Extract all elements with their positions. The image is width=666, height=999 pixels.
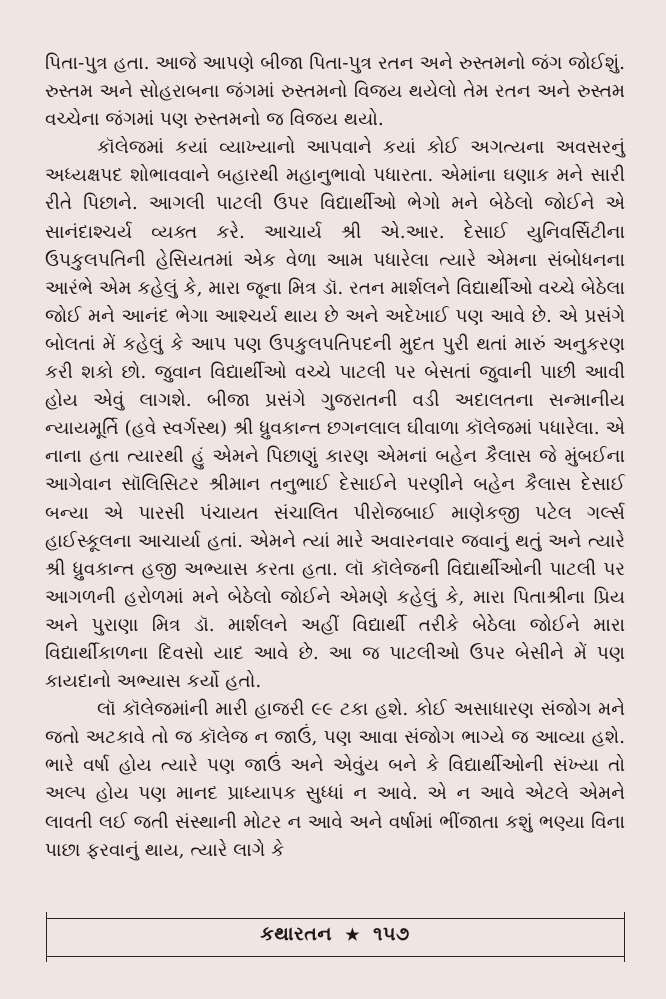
footer-right-rule [624,912,625,962]
paragraph-3: લૉ કૉલેજમાંની મારી હાજરી ૯૯ ટકા હશે. કોઈ અસાધારણ સંજોગ મને જતો અટકાવે તો જ કૉલેજ ન જાઉં, પણ આવા સંજોગ ભાગ્યે જ આવ્યા હશે. ભારે વર્ષા હોય ત્યારે પણ જાઉં અને એવુંય બને કે વિદ્યાર્થીઓની સંખ્યા તો અલ્પ હોય પણ માનદ પ્રાધ્યાપક સુધ્ધાં ન આવે. એ ન આવે એટલે એમને લાવતી લઈ જતી સંસ્થાની મોટર ન આવે અને વર્ષામાં ભીંજાતા કશું ભણ્યા વિના પાછા ફરવાનું થાય, ત્યારે લાગે કે [45,699,625,861]
book-title: કથારતન [260,923,333,945]
footer-bottom-rule [46,956,624,957]
paragraph-1: પિતા-પુત્ર હતા. આજે આપણે બીજા પિતા-પુત્ર રતન અને રુસ્તમનો જંગ જોઈશું. રુસ્તમ અને સોહરાબના જંગમાં રુસ્તમનો વિજય થયેલો તેમ રતન અને રુસ્તમ વચ્ચેના જંગમાં પણ રુસ્તમનો જ વિજય થયો. [45,53,625,131]
page-number: ૧૫૭ [373,923,410,945]
body-text [45,50,625,865]
star-icon: ★ [345,925,361,944]
footer-top-rule [46,918,624,919]
paragraph-2: કૉલેજમાં કયાં વ્યાખ્યાનો આપવાને કયાં કોઈ અગત્યના અવસરનું અધ્યક્ષપદ શોભાવવાને બહારથી મહાનુભાવો પધારતા. એમાંના ઘણાક મને સારી રીતે પિછાને. આગલી પાટલી ઉપર વિદ્યાર્થીઓ ભેગો મને બેઠેલો જોઈને એ સાનંદાશ્ચર્ય વ્યક્ત કરે. આચાર્ય શ્રી એ.આર. દેસાઈ યુનિવર્સિટીના ઉપકુલપતિની હેસિયતમાં એક વેળા આમ પધારેલા ત્યારે એમના સંબોધનના આરંભે એમ કહેલું કે, મારા જૂના મિત્ર ડૉ. રતન માર્શલને વિદ્યાર્થીઓ વચ્ચે બેઠેલા જોઈ મને આનંદ ભેગા આશ્ચર્ય થાય છે અને અદેખાઈ પણ આવે છે. એ પ્રસંગે બોલતાં મેં કહેલું કે આપ પણ ઉપકુલપતિપદની મુદત પુરી થતાં મારું અનુકરણ કરી શકો છો. જુવાન વિદ્યાર્થીઓ વચ્ચે પાટલી પર બેસતાં જુવાની પાછી આવી હોય એવું લાગશે. બીજા પ્રસંગે ગુજરાતની વડી અદાલતના સન્માનીય ન્યાયમૂર્તિ (હવે સ્વર્ગસ્થ) શ્રી ધ્રુવકાન્ત છગનલાલ ઘીવાળા કૉલેજમાં પધારેલા. એ નાના હતા ત્યારથી હું એમને પિછાણું કારણ એમનાં બહેન કૈલાસ જે મુંબઈના આગેવાન સૉલિસિટર શ્રીમાન તનુભાઈ દેસાઈને પરણીને બહેન કૈલાસ દેસાઈ બન્યા એ પારસી પંચાયત સંચાલિત પીરોજબાઈ માણેકજી પટેલ ગર્લ્સ હાઈસ્કૂલના આચાર્યા હતાં. એમને ત્યાં મારે અવારનવાર જવાનું થતું અને ત્યારે શ્રી ધ્રુવકાન્ત હજી અભ્યાસ કરતા હતા. લૉ કૉલેજની વિદ્યાર્થીઓની પાટલી પર આગળની હરોળમાં મને બેઠેલો જોઈને એમણે કહેલું કે, મારા પિતાશ્રીના પ્રિય અને પુરાણા મિત્ર ડૉ. માર્શલને અહીં વિદ્યાર્થી તરીકે બેઠેલા જોઈને મારા વિદ્યાર્થીકાળના દિવસો યાદ આવે છે. આ જ પાટલીઓ ઉપર બેસીને મેં પણ કાયદાનો અભ્યાસ કર્યો હતો. [45,137,625,693]
running-footer [46,923,624,945]
